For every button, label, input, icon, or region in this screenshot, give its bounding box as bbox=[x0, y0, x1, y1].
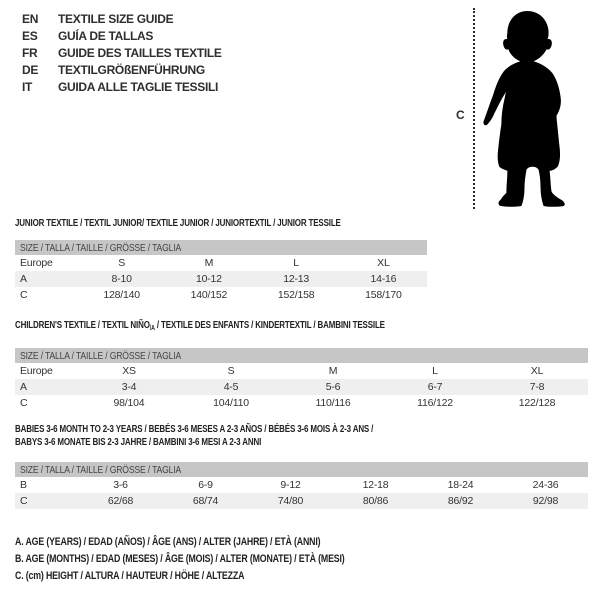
value-cell: 6-7 bbox=[427, 381, 443, 393]
language-code: ES bbox=[22, 28, 38, 43]
footnotes bbox=[15, 534, 427, 585]
table-header-label: SIZE / TALLA / TAILLE / GRÖSSE / TAGLIA bbox=[20, 349, 182, 362]
row-label-cell: C bbox=[20, 495, 28, 507]
value-cell: 140/152 bbox=[190, 289, 228, 301]
value-cell: 104/110 bbox=[213, 397, 249, 409]
language-row bbox=[22, 44, 222, 61]
title-subscript: /A bbox=[149, 325, 155, 332]
title-part: CHILDREN'S TEXTILE / TEXTIL NIÑO bbox=[15, 319, 150, 331]
junior-textile-table bbox=[15, 217, 427, 303]
value-cell: 68/74 bbox=[192, 495, 219, 507]
value-cell: 6-9 bbox=[198, 479, 213, 491]
value-cell: 7-8 bbox=[529, 381, 545, 393]
table-rows bbox=[15, 363, 588, 411]
table-title: JUNIOR TEXTILE / TEXTIL JUNIOR/ TEXTILE JUNIOR / JUNIORTEXTIL / JUNIOR TESSILE bbox=[15, 217, 341, 229]
value-cell: XS bbox=[122, 365, 136, 377]
table-row bbox=[15, 379, 588, 395]
value-cell: S bbox=[118, 257, 126, 269]
language-code: EN bbox=[22, 11, 39, 26]
value-cell: 18-24 bbox=[447, 479, 474, 491]
value-cell: 24-36 bbox=[532, 479, 559, 491]
value-cell: XL bbox=[377, 257, 390, 269]
language-title: TEXTILGRÖßENFÜHRUNG bbox=[58, 62, 205, 77]
value-cell: 158/170 bbox=[365, 289, 402, 301]
table-row bbox=[15, 255, 427, 271]
value-cell: 86/92 bbox=[447, 495, 474, 507]
value-cell: 4-5 bbox=[223, 381, 239, 393]
value-cell: 12-18 bbox=[362, 479, 389, 491]
language-title: GUÍA DE TALLAS bbox=[58, 28, 154, 43]
table-rows bbox=[15, 477, 588, 509]
table-header-bar bbox=[15, 348, 588, 363]
row-label-cell: A bbox=[20, 381, 27, 393]
value-cell: 14-16 bbox=[370, 273, 397, 285]
value-cell: 3-4 bbox=[121, 381, 137, 393]
language-row bbox=[22, 10, 222, 27]
value-cell: 3-6 bbox=[113, 479, 128, 491]
language-title-list bbox=[22, 10, 222, 95]
table-row bbox=[15, 363, 588, 379]
language-code: DE bbox=[22, 62, 39, 77]
language-title: TEXTILE SIZE GUIDE bbox=[58, 11, 174, 26]
language-code: FR bbox=[22, 45, 38, 60]
language-title: GUIDE DES TAILLES TEXTILE bbox=[58, 45, 222, 60]
value-cell: 92/98 bbox=[532, 495, 559, 507]
value-cell: 116/122 bbox=[417, 397, 453, 409]
value-cell: L bbox=[432, 365, 438, 377]
table-row bbox=[15, 477, 588, 493]
title-part: / TEXTILE DES ENFANTS / KINDERTEXTIL / BAMBINI TESSILE bbox=[154, 319, 385, 331]
table-header-bar bbox=[15, 462, 588, 477]
language-row bbox=[22, 61, 222, 78]
value-cell: 98/104 bbox=[113, 397, 145, 409]
table-header-label: SIZE / TALLA / TAILLE / GRÖSSE / TAGLIA bbox=[20, 241, 182, 254]
height-dotted-line bbox=[473, 8, 475, 209]
value-cell: 128/140 bbox=[103, 289, 140, 301]
value-cell: 9-12 bbox=[280, 479, 301, 491]
table-title-line2: BABYS 3-6 MONATE BIS 2-3 JAHRE / BAMBINI 3-6 MESI A 2-3 ANNI bbox=[15, 436, 262, 448]
value-cell: 8-10 bbox=[111, 273, 132, 285]
value-cell: S bbox=[227, 365, 235, 377]
value-cell: M bbox=[328, 365, 338, 377]
value-cell: 62/68 bbox=[107, 495, 134, 507]
language-row bbox=[22, 27, 222, 44]
childrens-textile-table bbox=[15, 319, 588, 411]
table-rows bbox=[15, 255, 427, 303]
value-cell: 122/128 bbox=[518, 397, 556, 409]
row-label-cell: Europe bbox=[20, 257, 53, 269]
height-measure-label: C bbox=[456, 108, 465, 122]
language-code: IT bbox=[22, 79, 33, 94]
footnote-c: C. (cm) HEIGHT / ALTURA / HAUTEUR / HÖHE / ALTEZZA bbox=[15, 570, 245, 582]
language-title: GUIDA ALLE TAGLIE TESSILI bbox=[58, 79, 219, 94]
table-header-bar bbox=[15, 240, 427, 255]
table-row bbox=[15, 493, 588, 509]
row-label-cell: Europe bbox=[20, 365, 53, 377]
value-cell: L bbox=[293, 257, 299, 269]
language-row bbox=[22, 78, 222, 95]
value-cell: 5-6 bbox=[325, 381, 341, 393]
row-label-cell: B bbox=[20, 479, 27, 491]
table-row bbox=[15, 271, 427, 287]
value-cell: 110/116 bbox=[315, 397, 351, 409]
table-header-label: SIZE / TALLA / TAILLE / GRÖSSE / TAGLIA bbox=[20, 463, 182, 476]
table-title bbox=[15, 319, 450, 335]
row-label-cell: C bbox=[20, 397, 28, 409]
footnote-b: B. AGE (MONTHS) / EDAD (MESES) / ÂGE (MOIS) / ALTER (MONATE) / ETÀ (MESI) bbox=[15, 553, 345, 565]
table-row bbox=[15, 287, 427, 303]
value-cell: 80/86 bbox=[362, 495, 389, 507]
baby-silhouette-image bbox=[479, 8, 584, 209]
value-cell: M bbox=[204, 257, 214, 269]
value-cell: 10-12 bbox=[195, 273, 222, 285]
value-cell: 74/80 bbox=[277, 495, 304, 507]
babies-textile-table bbox=[15, 423, 588, 509]
table-title-line1: BABIES 3-6 MONTH TO 2-3 YEARS / BEBÉS 3-6 MESES A 2-3 AÑOS / BÉBÉS 3-6 MOIS À 2-3 ANS / bbox=[15, 423, 374, 435]
footnote-a: A. AGE (YEARS) / EDAD (AÑOS) / ÂGE (ANS) / ALTER (JAHRE) / ETÀ (ANNI) bbox=[15, 536, 321, 548]
row-label-cell: A bbox=[20, 273, 27, 285]
value-cell: 12-13 bbox=[283, 273, 310, 285]
table-row bbox=[15, 395, 588, 411]
value-cell: 152/158 bbox=[277, 289, 315, 301]
value-cell: XL bbox=[530, 365, 544, 377]
row-label-cell: C bbox=[20, 289, 28, 301]
